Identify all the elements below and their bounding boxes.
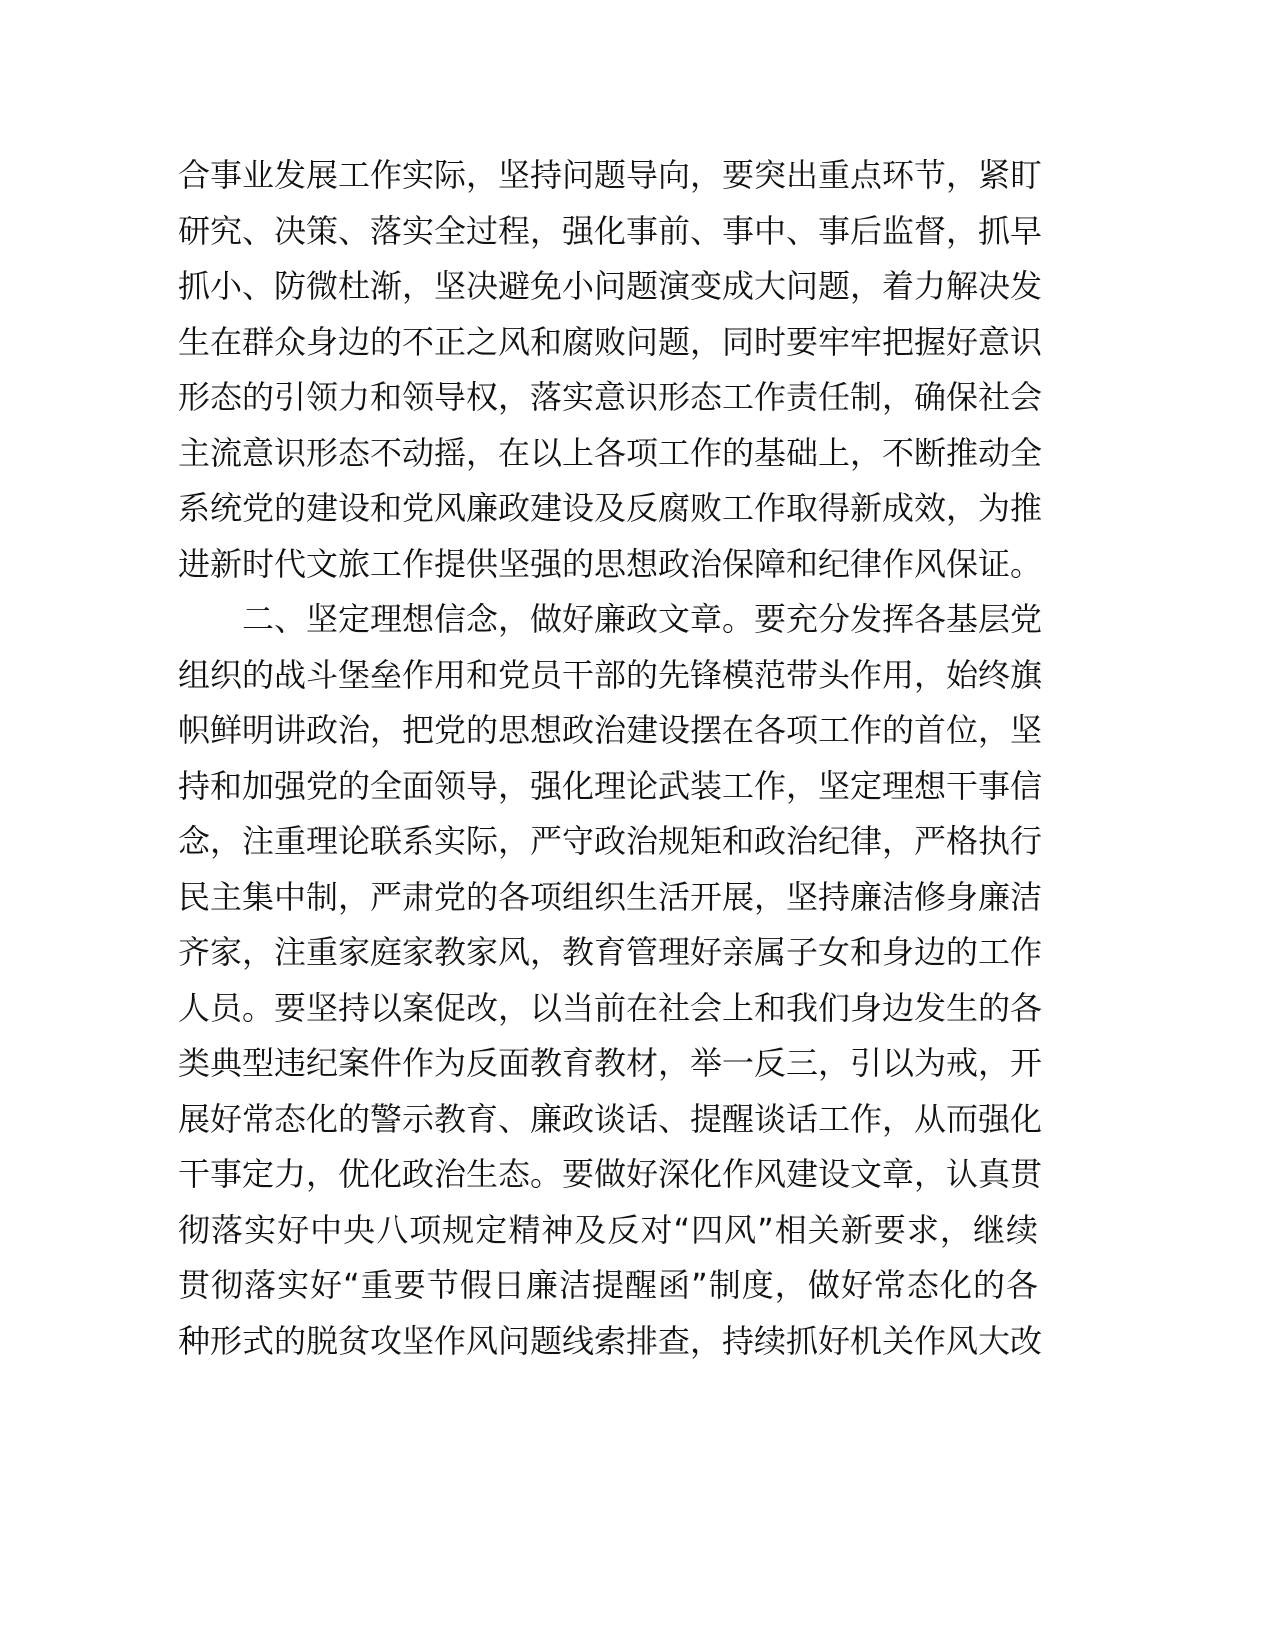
text-line: 研究、决策、落实全过程，强化事前、事中、事后监督，抓早 [178,211,1043,250]
text-line: 展好常态化的警示教育、廉政谈话、提醒谈话工作，从而强化 [178,1099,1043,1138]
text-line: 持和加强党的全面领导，强化理论武装工作，坚定理想干事信 [178,766,1043,805]
text-line: 贯彻落实好“重要节假日廉洁提醒函”制度，做好常态化的各 [178,1266,1038,1304]
text-line: 种形式的脱贫攻坚作风问题线索排查，持续抓好机关作风大改 [178,1321,1043,1360]
text-line: 念，注重理论联系实际，严守政治规矩和政治纪律，严格执行 [178,822,1043,860]
paragraph-section-two [178,592,1043,1369]
text-line: 形态的引领力和领导权，落实意识形态工作责任制，确保社会 [178,378,1043,416]
text-line: 干事定力，优化政治生态。要做好深化作风建设文章，认真贯 [178,1155,1043,1193]
text-line: 组织的战斗堡垒作用和党员干部的先锋模范带头作用，始终旗 [178,655,1043,694]
text-line: 类典型违纪案件作为反面教育教材，举一反三，引以为戒，开 [178,1044,1043,1082]
text-line: 合事业发展工作实际，坚持问题导向，要突出重点环节，紧盯 [178,156,1043,194]
text-line: 彻落实好中央八项规定精神及反对“四风”相关新要求，继续 [178,1210,1038,1249]
paragraph-continuation [178,148,1043,592]
text-line: 人员。要坚持以案促改，以当前在社会上和我们身边发生的各 [178,988,1043,1027]
text-line: 进新时代文旅工作提供坚强的思想政治保障和纪律作风保证。 [178,544,1043,583]
text-line: 主流意识形态不动摇，在以上各项工作的基础上，不断推动全 [178,433,1043,472]
text-line: 抓小、防微杜渐，坚决避免小问题演变成大问题，着力解决发 [178,267,1043,305]
text-line: 生在群众身边的不正之风和腐败问题，同时要牢牢把握好意识 [178,322,1043,361]
text-line: 齐家，注重家庭家教家风，教育管理好亲属子女和身边的工作 [178,933,1043,971]
text-line: 系统党的建设和党风廉政建设及反腐败工作取得新成效，为推 [178,489,1043,527]
section-heading-line: 二、坚定理想信念，做好廉政文章。要充分发挥各基层党 [242,600,1043,638]
text-line: 民主集中制，严肃党的各项组织生活开展，坚持廉洁修身廉洁 [178,877,1043,916]
document-body [178,148,1043,1369]
text-line: 帜鲜明讲政治，把党的思想政治建设摆在各项工作的首位，坚 [178,711,1043,749]
